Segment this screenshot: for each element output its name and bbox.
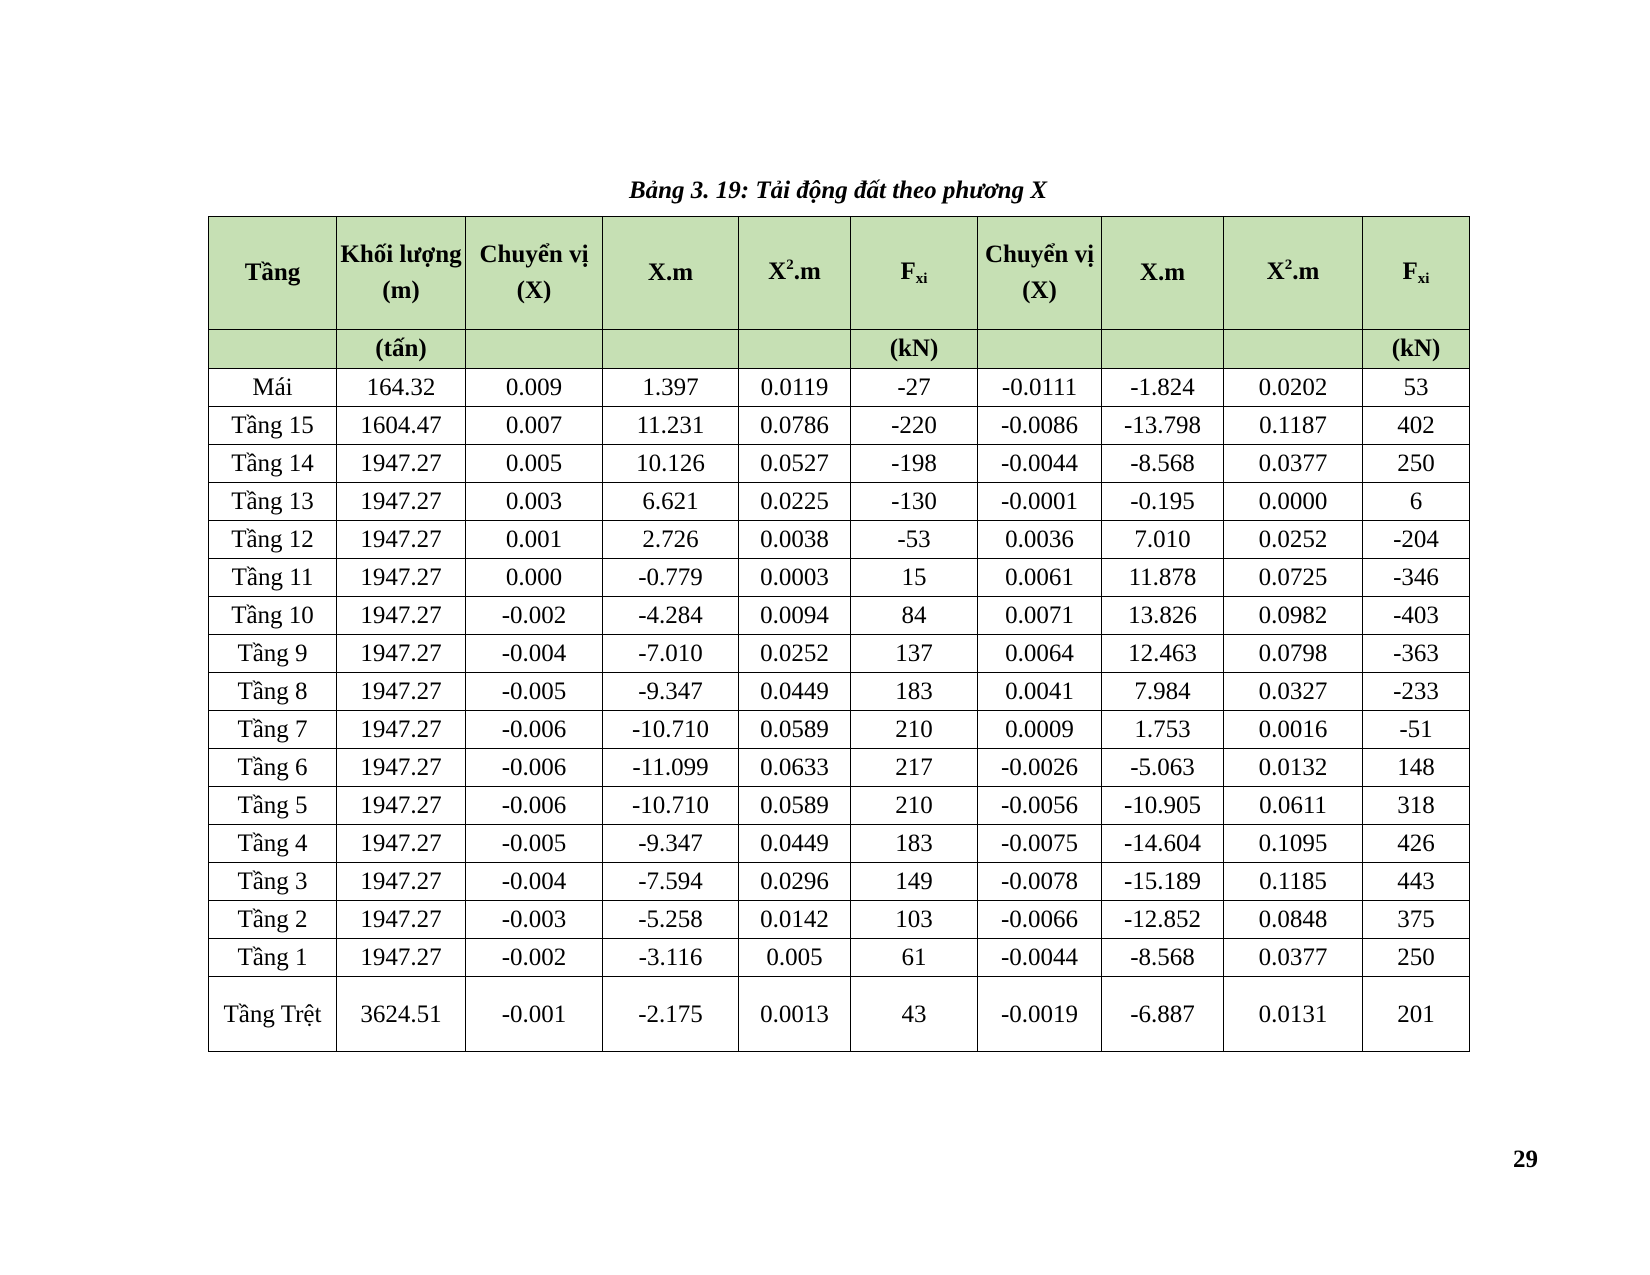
cell-fxi-1: -53: [851, 521, 978, 559]
cell-x2m-1: 0.0038: [739, 521, 851, 559]
cell-displacement-1: -0.005: [466, 825, 603, 863]
cell-fxi-1: 149: [851, 863, 978, 901]
header-x2m-1: [739, 217, 851, 330]
cell-displacement-2: -0.0026: [978, 749, 1102, 787]
cell-displacement-2: -0.0078: [978, 863, 1102, 901]
table-row: [209, 749, 1470, 787]
cell-mass: 1947.27: [337, 521, 466, 559]
x2m-suffix: .m: [793, 257, 821, 285]
cell-displacement-2: -0.0075: [978, 825, 1102, 863]
cell-displacement-1: 0.001: [466, 521, 603, 559]
header-row: [209, 217, 1470, 330]
cell-x2m-2: 0.0798: [1224, 635, 1363, 673]
unit-mass: (tấn): [337, 330, 466, 369]
cell-x2m-1: 0.0094: [739, 597, 851, 635]
header-floor: Tầng: [209, 217, 337, 330]
cell-mass: 1947.27: [337, 825, 466, 863]
x2m-suffix: .m: [1292, 257, 1320, 285]
cell-floor: Tầng 14: [209, 445, 337, 483]
cell-floor: Mái: [209, 369, 337, 407]
cell-floor: Tầng 4: [209, 825, 337, 863]
header-displacement-2: Chuyển vị (X): [978, 217, 1102, 330]
cell-mass: 1947.27: [337, 597, 466, 635]
table-row: [209, 597, 1470, 635]
cell-fxi-2: 250: [1363, 939, 1470, 977]
cell-xm-2: 11.878: [1102, 559, 1224, 597]
cell-floor: Tầng 9: [209, 635, 337, 673]
cell-mass: 1947.27: [337, 635, 466, 673]
table-caption: Bảng 3. 19: Tải động đất theo phương X: [628, 177, 1048, 204]
cell-xm-1: -7.010: [603, 635, 739, 673]
cell-xm-2: -8.568: [1102, 939, 1224, 977]
cell-x2m-1: 0.0013: [739, 977, 851, 1052]
cell-mass: 3624.51: [337, 977, 466, 1052]
cell-mass: 1947.27: [337, 939, 466, 977]
cell-displacement-1: -0.002: [466, 597, 603, 635]
cell-x2m-2: 0.0252: [1224, 521, 1363, 559]
cell-fxi-1: 84: [851, 597, 978, 635]
cell-fxi-2: 53: [1363, 369, 1470, 407]
cell-xm-1: -11.099: [603, 749, 739, 787]
cell-x2m-1: 0.0589: [739, 787, 851, 825]
table-row: [209, 901, 1470, 939]
cell-displacement-1: -0.003: [466, 901, 603, 939]
cell-mass: 1947.27: [337, 787, 466, 825]
cell-fxi-2: 148: [1363, 749, 1470, 787]
cell-x2m-1: 0.0527: [739, 445, 851, 483]
cell-fxi-1: 61: [851, 939, 978, 977]
cell-fxi-1: 15: [851, 559, 978, 597]
x2m-base: X: [768, 257, 787, 285]
table-row: [209, 445, 1470, 483]
cell-xm-2: 1.753: [1102, 711, 1224, 749]
cell-fxi-2: 443: [1363, 863, 1470, 901]
cell-xm-1: -4.284: [603, 597, 739, 635]
cell-mass: 1947.27: [337, 749, 466, 787]
cell-xm-1: -7.594: [603, 863, 739, 901]
cell-fxi-2: 6: [1363, 483, 1470, 521]
cell-xm-2: -0.195: [1102, 483, 1224, 521]
cell-fxi-1: 217: [851, 749, 978, 787]
cell-fxi-1: -198: [851, 445, 978, 483]
cell-xm-2: 7.010: [1102, 521, 1224, 559]
cell-displacement-1: 0.000: [466, 559, 603, 597]
cell-fxi-1: 43: [851, 977, 978, 1052]
cell-displacement-1: -0.006: [466, 787, 603, 825]
cell-fxi-2: 201: [1363, 977, 1470, 1052]
table-body: [209, 369, 1470, 1052]
cell-mass: 1947.27: [337, 559, 466, 597]
cell-x2m-1: 0.0589: [739, 711, 851, 749]
seismic-load-table: [208, 216, 1470, 1052]
unit-empty: [466, 330, 603, 369]
cell-x2m-1: 0.0003: [739, 559, 851, 597]
cell-fxi-1: -27: [851, 369, 978, 407]
header-xm-1: X.m: [603, 217, 739, 330]
cell-fxi-2: 375: [1363, 901, 1470, 939]
cell-x2m-1: 0.0252: [739, 635, 851, 673]
cell-mass: 1947.27: [337, 673, 466, 711]
cell-xm-2: 12.463: [1102, 635, 1224, 673]
table-row: [209, 559, 1470, 597]
page-number: 29: [1513, 1146, 1538, 1173]
header-mass: Khối lượng (m): [337, 217, 466, 330]
cell-xm-1: -9.347: [603, 825, 739, 863]
cell-x2m-1: 0.0296: [739, 863, 851, 901]
cell-x2m-2: 0.0132: [1224, 749, 1363, 787]
cell-displacement-2: 0.0009: [978, 711, 1102, 749]
cell-x2m-2: 0.0848: [1224, 901, 1363, 939]
cell-fxi-1: 137: [851, 635, 978, 673]
unit-row: [209, 330, 1470, 369]
cell-mass: 164.32: [337, 369, 466, 407]
cell-xm-2: -13.798: [1102, 407, 1224, 445]
cell-displacement-2: 0.0036: [978, 521, 1102, 559]
header-fxi-2: [1363, 217, 1470, 330]
cell-x2m-2: 0.0377: [1224, 939, 1363, 977]
cell-xm-1: -0.779: [603, 559, 739, 597]
cell-fxi-1: -130: [851, 483, 978, 521]
cell-displacement-2: -0.0019: [978, 977, 1102, 1052]
cell-xm-1: -10.710: [603, 711, 739, 749]
cell-x2m-2: 0.0131: [1224, 977, 1363, 1052]
header-xm-2: X.m: [1102, 217, 1224, 330]
cell-xm-1: -10.710: [603, 787, 739, 825]
cell-displacement-2: 0.0041: [978, 673, 1102, 711]
cell-mass: 1947.27: [337, 711, 466, 749]
cell-displacement-1: 0.003: [466, 483, 603, 521]
cell-mass: 1947.27: [337, 901, 466, 939]
cell-xm-1: -2.175: [603, 977, 739, 1052]
cell-x2m-2: 0.1185: [1224, 863, 1363, 901]
unit-empty: [739, 330, 851, 369]
cell-x2m-1: 0.0449: [739, 825, 851, 863]
cell-displacement-1: -0.005: [466, 673, 603, 711]
cell-x2m-1: 0.0633: [739, 749, 851, 787]
cell-x2m-2: 0.1187: [1224, 407, 1363, 445]
cell-x2m-1: 0.0119: [739, 369, 851, 407]
cell-xm-1: -5.258: [603, 901, 739, 939]
table-row: [209, 863, 1470, 901]
x2m-base: X: [1266, 257, 1285, 285]
cell-fxi-2: -233: [1363, 673, 1470, 711]
unit-empty: [209, 330, 337, 369]
cell-xm-2: -6.887: [1102, 977, 1224, 1052]
cell-floor: Tầng 7: [209, 711, 337, 749]
cell-xm-1: 1.397: [603, 369, 739, 407]
cell-fxi-2: -363: [1363, 635, 1470, 673]
table-row: [209, 483, 1470, 521]
cell-xm-2: -15.189: [1102, 863, 1224, 901]
fxi-base: F: [900, 257, 916, 285]
cell-mass: 1947.27: [337, 863, 466, 901]
cell-displacement-2: -0.0066: [978, 901, 1102, 939]
cell-x2m-1: 0.0142: [739, 901, 851, 939]
cell-displacement-2: -0.0044: [978, 939, 1102, 977]
cell-displacement-1: -0.002: [466, 939, 603, 977]
cell-floor: Tầng 12: [209, 521, 337, 559]
x2m-superscript: 2: [786, 256, 794, 273]
cell-floor: Tầng 10: [209, 597, 337, 635]
cell-floor: Tầng Trệt: [209, 977, 337, 1052]
cell-displacement-2: 0.0071: [978, 597, 1102, 635]
cell-displacement-1: 0.009: [466, 369, 603, 407]
cell-mass: 1604.47: [337, 407, 466, 445]
cell-floor: Tầng 1: [209, 939, 337, 977]
cell-displacement-2: -0.0111: [978, 369, 1102, 407]
cell-fxi-2: -51: [1363, 711, 1470, 749]
cell-floor: Tầng 8: [209, 673, 337, 711]
cell-fxi-1: 103: [851, 901, 978, 939]
cell-displacement-1: 0.005: [466, 445, 603, 483]
table-row: [209, 369, 1470, 407]
cell-fxi-1: 210: [851, 711, 978, 749]
unit-empty: [603, 330, 739, 369]
cell-xm-2: -8.568: [1102, 445, 1224, 483]
cell-x2m-2: 0.0016: [1224, 711, 1363, 749]
cell-x2m-2: 0.0725: [1224, 559, 1363, 597]
cell-xm-2: 13.826: [1102, 597, 1224, 635]
cell-displacement-1: -0.006: [466, 749, 603, 787]
cell-fxi-2: 402: [1363, 407, 1470, 445]
unit-empty: [1224, 330, 1363, 369]
cell-fxi-1: 210: [851, 787, 978, 825]
cell-fxi-2: 250: [1363, 445, 1470, 483]
header-displacement-1: Chuyển vị (X): [466, 217, 603, 330]
table-row: [209, 939, 1470, 977]
cell-fxi-2: 426: [1363, 825, 1470, 863]
x2m-superscript: 2: [1284, 256, 1293, 273]
cell-x2m-2: 0.0611: [1224, 787, 1363, 825]
cell-displacement-2: -0.0044: [978, 445, 1102, 483]
cell-x2m-2: 0.0982: [1224, 597, 1363, 635]
cell-xm-2: -5.063: [1102, 749, 1224, 787]
fxi-base: F: [1402, 257, 1418, 285]
cell-x2m-2: 0.1095: [1224, 825, 1363, 863]
cell-fxi-2: 318: [1363, 787, 1470, 825]
table-row: [209, 711, 1470, 749]
cell-x2m-1: 0.0225: [739, 483, 851, 521]
cell-displacement-2: -0.0001: [978, 483, 1102, 521]
table-row: [209, 977, 1470, 1052]
cell-displacement-1: -0.001: [466, 977, 603, 1052]
cell-xm-2: -12.852: [1102, 901, 1224, 939]
cell-fxi-2: -403: [1363, 597, 1470, 635]
cell-displacement-2: 0.0064: [978, 635, 1102, 673]
cell-xm-2: -14.604: [1102, 825, 1224, 863]
table-row: [209, 673, 1470, 711]
cell-x2m-2: 0.0327: [1224, 673, 1363, 711]
cell-x2m-1: 0.0786: [739, 407, 851, 445]
cell-xm-1: 11.231: [603, 407, 739, 445]
cell-fxi-2: -346: [1363, 559, 1470, 597]
cell-xm-1: 6.621: [603, 483, 739, 521]
cell-displacement-1: -0.004: [466, 635, 603, 673]
cell-xm-1: 10.126: [603, 445, 739, 483]
cell-fxi-1: -220: [851, 407, 978, 445]
unit-fxi-2: (kN): [1363, 330, 1470, 369]
table-row: [209, 521, 1470, 559]
cell-xm-2: -10.905: [1102, 787, 1224, 825]
cell-fxi-2: -204: [1363, 521, 1470, 559]
unit-empty: [1102, 330, 1224, 369]
cell-floor: Tầng 3: [209, 863, 337, 901]
cell-x2m-2: 0.0000: [1224, 483, 1363, 521]
cell-displacement-1: -0.006: [466, 711, 603, 749]
table-row: [209, 407, 1470, 445]
cell-displacement-1: 0.007: [466, 407, 603, 445]
cell-xm-1: -9.347: [603, 673, 739, 711]
cell-xm-1: 2.726: [603, 521, 739, 559]
cell-floor: Tầng 13: [209, 483, 337, 521]
cell-displacement-2: 0.0061: [978, 559, 1102, 597]
cell-x2m-1: 0.0449: [739, 673, 851, 711]
cell-fxi-1: 183: [851, 673, 978, 711]
table-row: [209, 825, 1470, 863]
cell-mass: 1947.27: [337, 483, 466, 521]
header-fxi-1: [851, 217, 978, 330]
cell-displacement-2: -0.0086: [978, 407, 1102, 445]
cell-x2m-2: 0.0202: [1224, 369, 1363, 407]
cell-displacement-2: -0.0056: [978, 787, 1102, 825]
fxi-subscript: xi: [1417, 270, 1430, 287]
cell-xm-1: -3.116: [603, 939, 739, 977]
cell-floor: Tầng 2: [209, 901, 337, 939]
table-row: [209, 635, 1470, 673]
cell-floor: Tầng 6: [209, 749, 337, 787]
unit-empty: [978, 330, 1102, 369]
cell-xm-2: 7.984: [1102, 673, 1224, 711]
unit-fxi-1: (kN): [851, 330, 978, 369]
cell-displacement-1: -0.004: [466, 863, 603, 901]
cell-floor: Tầng 11: [209, 559, 337, 597]
cell-floor: Tầng 15: [209, 407, 337, 445]
cell-xm-2: -1.824: [1102, 369, 1224, 407]
cell-floor: Tầng 5: [209, 787, 337, 825]
cell-x2m-2: 0.0377: [1224, 445, 1363, 483]
cell-mass: 1947.27: [337, 445, 466, 483]
cell-x2m-1: 0.005: [739, 939, 851, 977]
table-row: [209, 787, 1470, 825]
header-x2m-2: [1224, 217, 1363, 330]
fxi-subscript: xi: [915, 270, 928, 287]
cell-fxi-1: 183: [851, 825, 978, 863]
